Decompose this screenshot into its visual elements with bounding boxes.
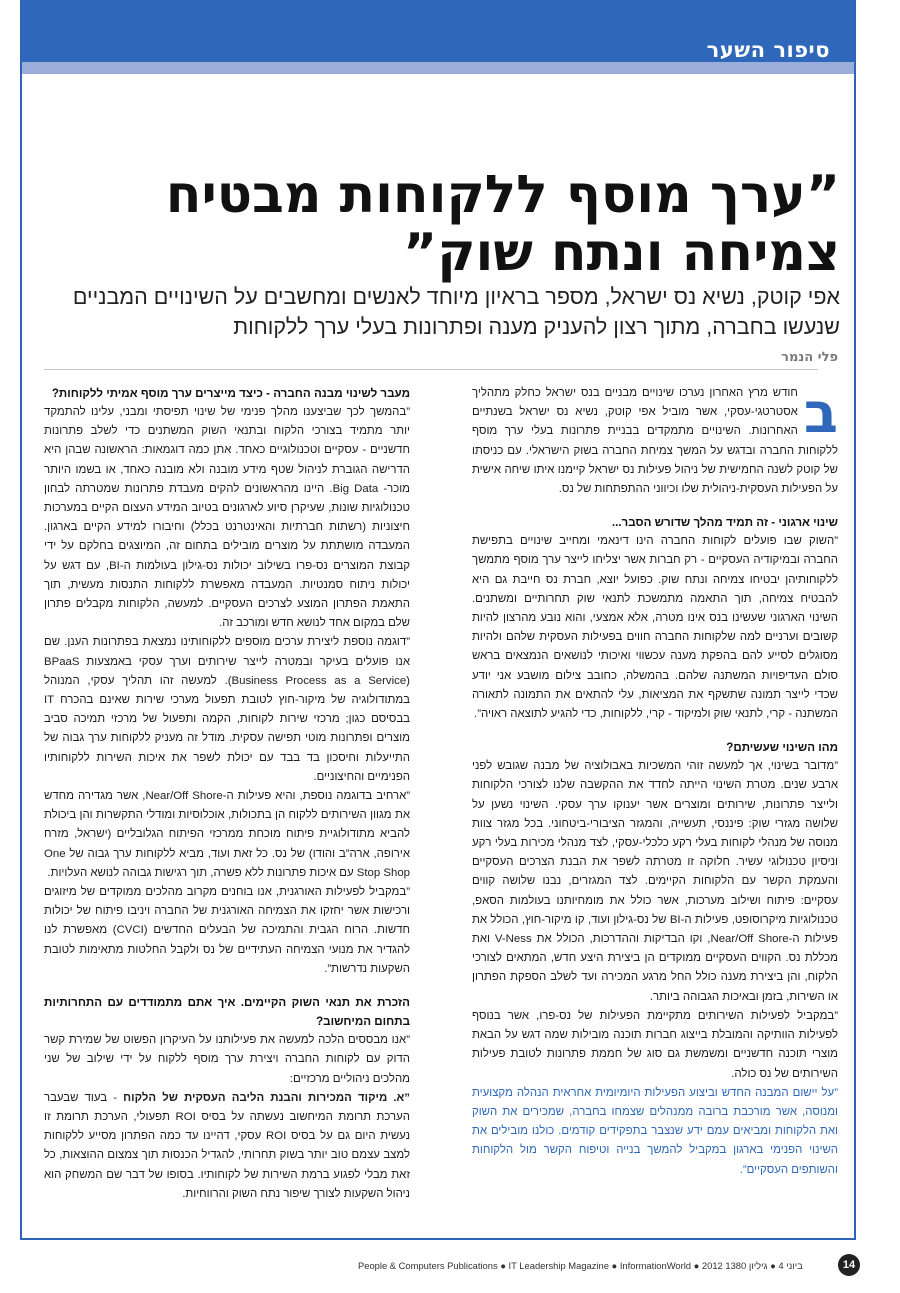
footer-publication-line: People & Computers Publications ● IT Leadership Magazine ● InformationWorld ● 2012 ביוני 4 ● גיליון 1380 bbox=[358, 1260, 803, 1271]
section-header-underbar bbox=[22, 62, 854, 74]
intro-paragraph bbox=[472, 381, 838, 499]
bold-lead: ”א. מיקוד המכירות והבנת הליבה העסקית של הלקוח bbox=[123, 1091, 411, 1104]
spacer bbox=[472, 724, 838, 738]
paragraph-text: - בעוד שבעבר הערכת תרומת המיחשוב נעשתה על בסיס ROI תפעולי, הערכת תרומת זו נעשית היום גם על בסיס ROI עסקי, דהיינו עד כמה הפתרון מסייע ללקוחות למצב עצמם טוב יותר בשוק תחרותי, להגדיל הכנסות תוך צמצום ההוצאות, כל זאת מבלי לפגוע ברמת השירות של לקוחותיו. בסופו של דבר שם המשחק הוא ניהול השקעות לצורך שיפור נתח השוק והרווחיות. bbox=[44, 1091, 411, 1200]
answer-paragraph bbox=[44, 1089, 410, 1204]
answer-paragraph: ”במקביל לפעילות האורגנית, אנו בוחנים מקרוב מהלכים ממוקדים של מיזוגים ורכישות אשר יחזקו את הצמיחה האורגנית של החברה ויניבו פיתוח של יכולות חדשות. הרוח הגבית והתמיכה של הבעלים החדשים (CVCI) מאפשרת לנו להגדיר את מנועי הצמיחה העתידיים של נס ולקבל החלטות מתאימות לטובת השקעות נדרשות”. bbox=[44, 886, 411, 975]
headline: ”ערך מוסף ללקוחות מבטיח צמיחה ונתח שוק” bbox=[165, 165, 840, 283]
byline: פלי הנמר bbox=[781, 350, 838, 365]
highlighted-quote: ”על יישום המבנה החדש וביצוע הפעילות היומיומית אחראית הנהלה מקצועית ומנוסה, אשר מורכבת ברובה ממנהלים שצמחו בחברה, שמכירים את השוק ואת הלקוחות ומביאים עמם ידע שנצבר בתפקידים קודמים. כולנו מובילים את השינוי הפנימי בארגון במקביל להמשך בנייה וטיפוח הקשר מול הלקוחות והשותפים העסקיים”. bbox=[472, 1086, 838, 1176]
question-heading: מעבר לשינוי מבנה החברה - כיצד מייצרים ערך מוסף אמיתי ללקוחות? bbox=[51, 387, 410, 400]
question-heading: שינוי ארגוני - זה תמיד מהלך שדורש הסבר... bbox=[611, 516, 838, 530]
answer-paragraph: ”דוגמה נוספת ליצירת ערכים מוספים ללקוחותינו נמצאת בפתרונות הענן. שם אנו פועלים בעיקר ובמטרה לייצר שירותים וערך עסקי באמצעות BPaaS (Business Process as a Service). למעשה זהו תהליך עסקי, המנוהל במתודולוגיה של מיקור-חוץ לטובת תפעול מערכי שירות שאינם בהכרח IT בבסיסם כגון; מרכזי שירות לקוחות, הקמה ותפעול של מרכזי תמיכה סביב מוצרים ופתרונות מוטי תפישה עסקית. מודל זה מעניק ללקוחות ערך גבוה של התייעלות וחיסכון בד בבד עם יכולת לשפר את איכות השירות ללקוחותיו הפנימיים והחיצוניים. bbox=[44, 636, 410, 783]
section-label: סיפור השער bbox=[706, 38, 830, 62]
question-heading: הזכרת את תנאי השוק הקיימים. איך אתם מתמודדים עם התחרותיות בתחום המיחשוב? bbox=[44, 996, 410, 1029]
question-heading: מהו השינוי שעשיתם? bbox=[726, 741, 838, 755]
byline-divider bbox=[44, 369, 818, 370]
answer-paragraph: ”במקביל לפעילות השירותים מתקיימת הפעילות של נס-פרו, אשר בנוסף לפעילות הוותיקה והמובלת בייצוג חברות תוכנה מובילות שמה דגש על הבאת מוצרי תוכנה חדשניים ומשמשת גם סוג של חממת פתרונות לטובת פעילות השירותים של נס כולה. bbox=[472, 1009, 838, 1080]
spacer bbox=[472, 499, 838, 513]
answer-paragraph: ”ארחיב בדוגמה נוספת, והיא פעילות ה-Near/Off Shore, אשר מגדירה מחדש את מגוון השירותים ללקוח הן בתכולות, אוכלוסיות ומודלי התקשרות והן ביכולת להביא מתודולוגיית פיתוח מוכחת ממרכזי הפיתוח הגלובליים (ישראל, מזרח אירופה, ארה”ב והודו) של נס. כל זאת ועוד, מביא ללקוחות ערך גבוה של One Stop Shop עם איכות פתרונות ללא פשרה, תוך רגישות גבוהה לנושא העלויות. bbox=[44, 790, 411, 879]
answer-paragraph: ”אנו מבססים הלכה למעשה את פעילותנו על העיקרון הפשוט של שמירת קשר הדוק עם לקוחות החברה ויצירת ערך מוסף ללקוח על ידי שילוב של שני מהלכים ניהוליים מרכזיים: bbox=[44, 1034, 410, 1085]
dropcap: ב bbox=[803, 381, 838, 446]
page-number-badge: 14 bbox=[838, 1254, 860, 1276]
answer-paragraph: ”מדובר בשינוי, אך למעשה זוהי המשכיות באבולוציה של מבנה שגובש לפני ארבע שנים. מטרת השינוי הייתה לחדד את ההקשבה שלנו לצורכי הלקוחות ולייצר פתרונות, שירותים ומוצרים אשר יענוקו ערך עסקי. השינוי נשען על שלושה מגזרי שוק: פיננסי, תעשייה, והמגזר הציבורי-ביטחוני. בכל מגזר צוות מנוסה של מנהלי לקוחות בעלי רקע כלכלי-עסקי, לצד מנהלי מכירות בעלי רקע וניסיון טכנולוגי עשיר. חלוקה זו מטרתה לשפר את הבנת הצרכים העסקיים והעמקת הקשר עם הלקוחות הקיימים. לצד המגזרים, נבנו שלושה קווים עסקיים: פיתוח ושילוב מערכות, אשר כולל את מומחיותנו בעולמות הסאפ, טכנולוגיות מיקרוסופט, פעילות ה-BI של נס-גילון ועוד, קו מיקור-חוץ, הכולל את פעילות ה-Near/Off Shore, וקו הבדיקות וההדרכות, הכולל את V-Ness ואת מכללת נס. הקווים העסקיים ממוקדים הן ביצירת היצע חדש, המתאים לצורכי הלקוח, והן ביצירת מענה כולל החל מרגע המכירה ועד לשלב הספקת הפתרון או השירות, בזמן ובאיכות הגבוהה ביותר. bbox=[472, 760, 838, 1003]
answer-paragraph: ”בהמשך לכך שביצענו מהלך פנימי של שינוי תפיסתי ומבני, עלינו להתמקד יותר מתמיד בצורכי הלקוח ובתנאי השוק המשתנים כדי לשלב פתרונות חדשניים - עסקיים וטכנולוגיים כאחד. אתן כמה דוגמאות: הראשונה שבהן היא הדרישה הגוברת לניהול שטף מידע מובנה ולא מובנה כאחד, או בשמו היותר מוכר- Big Data. היינו מהראשונים להקים מעבדת פתרונות שמטרתה לבחון טכנולוגיות שונות, שעיקרן סיוע לארגונים בטיוב המידע העצום הקיים במערכות חיצוניות (רשתות חברתיות והאינטרנט בכלל) וחיבורו למידע הקיים בארגון. המעבדה מושתתת על מוצרים מובילים בתחום זה, המיוצגים בחלקם על ידי קבוצת המוצרים נס-פרו בשילוב יכולות נס-גילון בעולמות ה-BI, עם דגש על יכולות ניתוח סמנטיות. המעבדה מאפשרת ללקוחות התנסות מעשית, תוך התאמת הפתרון המוצע לצרכים העסקיים. למעשה, הלקוחות מקבלים פתרון שלם במקום אחד לנושא חדש ומורכב זה. bbox=[44, 406, 410, 630]
intro-text: חודש מרץ האחרון נערכו שינויים מבניים בנס ישראל כחלק מתהליך אסטרטגי-עסקי, אשר מוביל אפי קוטק, נשיא נס ישראל בשנתיים האחרונות. השינויים מתמקדים בבניית פתרונות בעלי ערך מוסף ללקוחות החברה ובדגש על המשך צמיחת החברה בשוק הישראלי. עם כניסתו של קוטק לשנה החמישית של ניהול פעילות נס ישראל קיימנו איתו שיחה אישית על הפעילות העסקית-ניהולית שלו וכיווני ההתפתחות של נס. bbox=[472, 387, 838, 496]
section-header-bar bbox=[22, 0, 854, 62]
article-column-right bbox=[472, 381, 838, 1180]
subheadline: אפי קוטק, נשיא נס ישראל, מספר בראיון מיוחד לאנשים ומחשבים על השינויים המבניים שנעשו בחברה, מתוך רצון להעניק מענה ופתרונות בעלי ערך ללקוחות bbox=[72, 285, 840, 339]
spacer bbox=[44, 979, 410, 993]
article-column-left bbox=[44, 384, 410, 1204]
answer-paragraph: ”השוק שבו פועלים לקוחות החברה הינו דינאמי ומחייב שינויים בתפישת החברה ובמיקודיה העסקיים - רק חברות אשר יצליחו לייצר ערך מוסף מתמשך ללקוחותיהן יבטיחו צמיחה ונתח שוק. כפועל יוצא, חברת נס חייבת גם היא להבטיח צמיחה, תוך התאמה מתמשכת לתנאי שוק תחרותיים ומשתנים. השינוי הארגוני שעשינו בנס אינו מטרה, אלא אמצעי, והוא נובע מהרצון להיות קשובים וערניים למה שלקוחות החברה חווים בפעילות העסקית שלהם ולהיות מסוגלים לסייע להם בהפקת מענה עכשווי ואיכותי לנושאים הנמצאים בראש סולם העדיפויות המשתנה שלהם. בהמשלה, כחובב צילום מושבע אני יודע שכדי לייצר תמונה שתשקף את המציאות, עלי להתאים את התמונה לתאורה המשתנה - קרי, לתנאי שוק ולמיקוד - קרי, ללקוחות, כדי להגיע לתוצאה ראויה”. bbox=[472, 535, 838, 721]
